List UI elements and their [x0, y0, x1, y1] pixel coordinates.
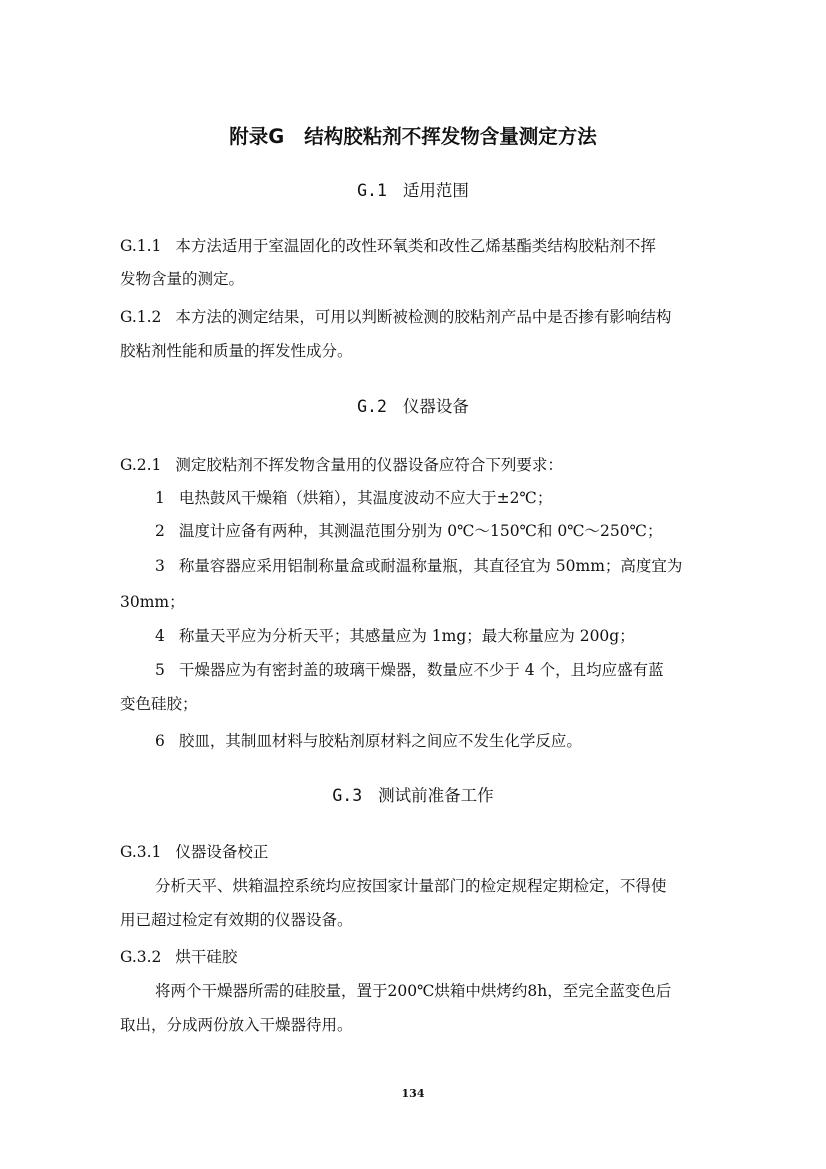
clause-number: G.1.1 — [120, 237, 162, 255]
list-item — [155, 731, 582, 751]
clause-g31-line2: 用已超过检定有效期的仪器设备。 — [120, 911, 353, 929]
item-text: 称量容器应采用铝制称量盒或耐温称量瓶，其直径宜为 50mm；高度宜为 — [178, 557, 683, 575]
list-item-continuation: 30mm； — [120, 593, 185, 611]
clause-g12-line1 — [120, 307, 671, 327]
clause-number: G.3.1 — [120, 843, 162, 861]
clause-g31-heading — [120, 842, 268, 862]
list-item-continuation: 变色硅胶； — [120, 695, 198, 713]
clause-text: 本方法适用于室温固化的改性环氧类和改性乙烯基酯类结构胶粘剂不挥 — [175, 237, 656, 255]
list-item — [155, 488, 552, 508]
clause-g21 — [120, 455, 563, 475]
section-title: 适用范围 — [402, 181, 469, 200]
appendix-code: 附录G — [229, 125, 285, 148]
item-text: 温度计应备有两种，其测温范围分别为 0℃～150℃和 0℃～250℃； — [178, 522, 663, 540]
section-heading-g2 — [0, 396, 826, 418]
item-number: 2 — [155, 522, 165, 540]
item-text: 称量天平应为分析天平；其感量应为 1mg；最大称量应为 200g； — [178, 627, 635, 645]
section-heading-g1 — [0, 180, 826, 202]
clause-g31-line1: 分析天平、烘箱温控系统均应按国家计量部门的检定规程定期检定，不得使 — [155, 877, 667, 895]
list-item — [155, 626, 635, 646]
clause-number: G.1.2 — [120, 308, 162, 326]
item-number: 6 — [155, 732, 165, 750]
clause-g32-line1: 将两个干燥器所需的硅胶量，置于200℃烘箱中烘烤约8h，至完全蓝变色后 — [155, 982, 672, 1000]
item-number: 1 — [155, 489, 165, 507]
appendix-title — [0, 124, 826, 150]
item-number: 3 — [155, 557, 165, 575]
clause-g32-heading — [120, 947, 237, 967]
section-number: G.3 — [332, 786, 363, 805]
clause-title: 烘干硅胶 — [175, 948, 238, 966]
section-title: 测试前准备工作 — [378, 786, 494, 805]
item-text: 电热鼓风干燥箱（烘箱），其温度波动不应大于±2℃； — [178, 489, 553, 507]
clause-text: 测定胶粘剂不挥发物含量用的仪器设备应符合下列要求： — [175, 456, 563, 474]
list-item — [155, 556, 682, 576]
section-heading-g3 — [0, 785, 826, 807]
clause-g11-line2: 发物含量的测定。 — [120, 270, 245, 288]
clause-number: G.3.2 — [120, 948, 162, 966]
section-number: G.1 — [357, 181, 387, 200]
clause-text: 本方法的测定结果，可用以判断被检测的胶粘剂产品中是否掺有影响结构 — [175, 308, 672, 326]
clause-g11-line1 — [120, 236, 656, 256]
page-number: 134 — [401, 1087, 425, 1100]
item-text: 胶皿，其制皿材料与胶粘剂原材料之间应不发生化学反应。 — [178, 732, 582, 750]
clause-g32-line2: 取出，分成两份放入干燥器待用。 — [120, 1016, 353, 1034]
list-item — [155, 521, 662, 541]
item-number: 5 — [155, 661, 165, 679]
item-text: 干燥器应为有密封盖的玻璃干燥器，数量应不少于 4 个，且均应盛有蓝 — [178, 661, 664, 679]
appendix-title-text: 结构胶粘剂不挥发物含量测定方法 — [304, 125, 597, 148]
section-title: 仪器设备 — [402, 397, 469, 416]
section-number: G.2 — [357, 397, 387, 416]
list-item — [155, 660, 664, 680]
clause-number: G.2.1 — [120, 456, 162, 474]
clause-title: 仪器设备校正 — [175, 843, 269, 861]
clause-g12-line2: 胶粘剂性能和质量的挥发性成分。 — [120, 342, 353, 360]
item-number: 4 — [155, 627, 165, 645]
